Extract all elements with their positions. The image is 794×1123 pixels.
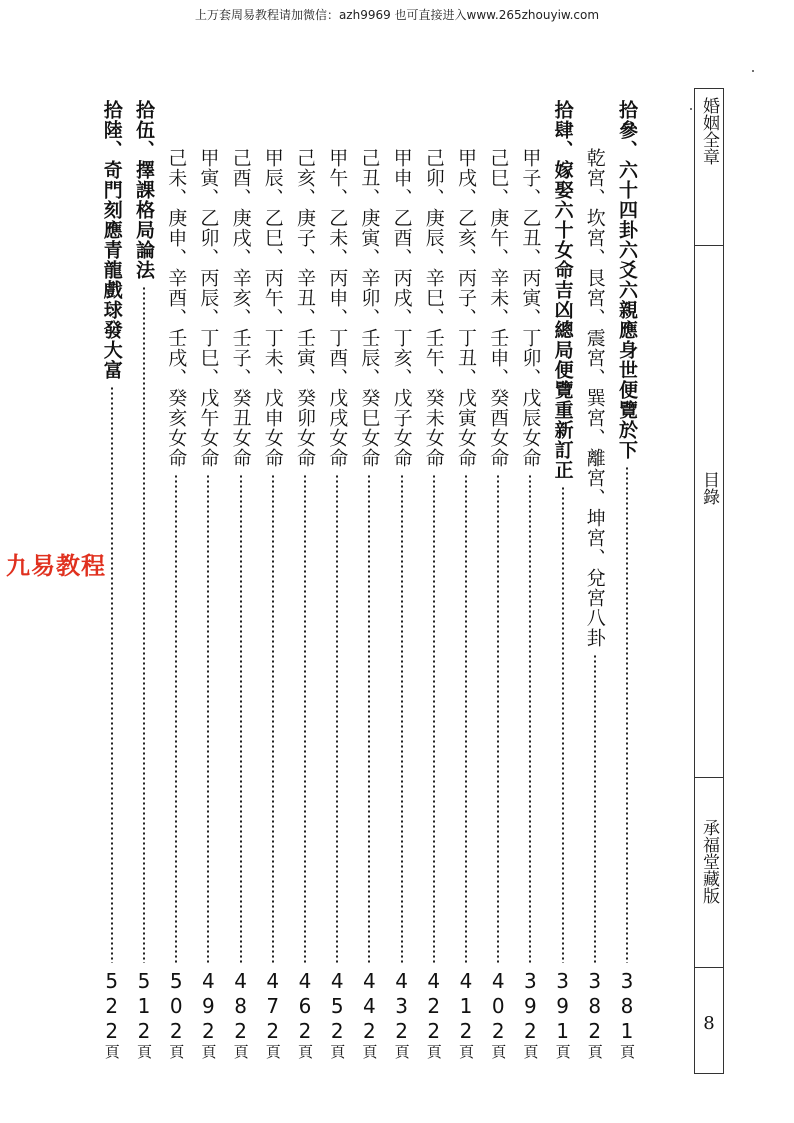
watermark-logo: 九易教程 bbox=[6, 552, 106, 580]
toc-entry-page bbox=[483, 969, 513, 1060]
page-number: 382 bbox=[582, 969, 607, 1044]
toc-entry-title: 己亥、庚子、辛丑、壬寅、癸卯女命 bbox=[294, 148, 316, 468]
page-unit: 頁 bbox=[618, 1044, 636, 1060]
toc-entry-page bbox=[290, 969, 320, 1060]
toc-entry-page bbox=[612, 969, 642, 1060]
page-unit: 頁 bbox=[424, 1044, 443, 1060]
margin-divider bbox=[695, 777, 723, 778]
leader-dots bbox=[111, 386, 113, 963]
page-unit: 頁 bbox=[489, 1044, 508, 1060]
toc-entry-page bbox=[226, 969, 256, 1060]
page-unit: 頁 bbox=[457, 1044, 475, 1060]
leader-dots bbox=[143, 286, 145, 963]
toc-entry-title: 甲辰、乙巳、丙午、丁未、戊申女命 bbox=[261, 148, 284, 468]
leader-dots bbox=[433, 474, 435, 963]
toc-entry-title: 甲申、乙酉、丙戌、丁亥、戊子女命 bbox=[390, 148, 413, 468]
page-unit: 頁 bbox=[360, 1044, 379, 1060]
toc-entry-title: 甲戌、乙亥、丙子、丁丑、戊寅女命 bbox=[455, 148, 477, 468]
toc-entry-page bbox=[97, 969, 127, 1060]
page-unit: 頁 bbox=[585, 1044, 604, 1060]
scan-speck bbox=[752, 70, 754, 72]
toc-entry bbox=[258, 148, 288, 1060]
page-unit: 頁 bbox=[231, 1044, 250, 1060]
leader-dots bbox=[336, 474, 338, 963]
leader-dots bbox=[401, 474, 403, 963]
margin-book-title-seg bbox=[695, 97, 723, 165]
margin-section: 目錄 bbox=[699, 471, 719, 505]
toc-entry-title: 甲子、乙丑、丙寅、丁卯、戊辰女命 bbox=[519, 148, 542, 468]
toc-entry-page bbox=[419, 969, 449, 1060]
page-unit: 頁 bbox=[102, 1044, 121, 1060]
toc-entry-page bbox=[580, 969, 610, 1060]
margin-divider bbox=[695, 967, 723, 968]
page-unit: 頁 bbox=[328, 1044, 347, 1060]
toc-entry bbox=[129, 100, 159, 1060]
margin-box bbox=[694, 88, 724, 1074]
margin-book-title: 婚姻全章 bbox=[699, 97, 719, 165]
toc-entry-page bbox=[451, 969, 481, 1060]
toc-entry bbox=[483, 148, 513, 1060]
page-number: 432 bbox=[389, 969, 414, 1044]
page-number: 391 bbox=[550, 969, 575, 1044]
toc-entry-title: 拾肆、嫁娶六十女命吉凶總局便覽重新訂正 bbox=[551, 100, 574, 480]
page-number: 392 bbox=[518, 969, 543, 1044]
leader-dots bbox=[368, 474, 370, 963]
page-unit: 頁 bbox=[296, 1044, 314, 1060]
leader-dots bbox=[207, 474, 209, 963]
toc-entry-page bbox=[193, 969, 223, 1060]
toc-entry-page bbox=[548, 969, 578, 1060]
toc-entry bbox=[451, 148, 481, 1060]
page-number: 381 bbox=[615, 969, 639, 1044]
margin-divider bbox=[695, 245, 723, 246]
toc-entry bbox=[322, 148, 352, 1060]
toc-entry-title: 甲寅、乙卯、丙辰、丁巳、戊午女命 bbox=[197, 148, 220, 468]
toc-entry bbox=[161, 148, 191, 1060]
page-number: 452 bbox=[325, 969, 350, 1044]
margin-publisher: 承福堂藏版 bbox=[699, 819, 719, 904]
margin-publisher-seg bbox=[695, 819, 723, 904]
margin-page-number: 8 bbox=[703, 1013, 715, 1034]
toc-entry bbox=[612, 100, 642, 1060]
page-unit: 頁 bbox=[199, 1044, 218, 1060]
leader-dots bbox=[175, 474, 177, 963]
page-number: 422 bbox=[421, 969, 446, 1044]
leader-dots bbox=[272, 474, 274, 963]
leader-dots bbox=[594, 654, 596, 963]
page-number: 492 bbox=[196, 969, 221, 1044]
toc-entry bbox=[548, 100, 578, 1060]
toc-entry-title: 己丑、庚寅、辛卯、壬辰、癸巳女命 bbox=[358, 148, 381, 468]
leader-dots bbox=[497, 474, 499, 963]
page-number: 522 bbox=[99, 969, 124, 1044]
page-unit: 頁 bbox=[167, 1044, 186, 1060]
toc-entry-page bbox=[258, 969, 288, 1060]
page-number: 412 bbox=[454, 969, 478, 1044]
toc-entry-page bbox=[322, 969, 352, 1060]
scan-speck bbox=[690, 108, 692, 110]
page-unit: 頁 bbox=[521, 1044, 540, 1060]
toc-entry bbox=[580, 148, 610, 1060]
page-number: 482 bbox=[228, 969, 253, 1044]
page-number: 502 bbox=[164, 969, 189, 1044]
page-number: 402 bbox=[486, 969, 511, 1044]
page-unit: 頁 bbox=[553, 1044, 572, 1060]
toc-entry-title: 拾陸、奇門刻應青龍戲球發大富 bbox=[100, 100, 123, 380]
toc-entry-title: 甲午、乙未、丙申、丁酉、戊戌女命 bbox=[326, 148, 349, 468]
toc-entry-page bbox=[129, 969, 159, 1060]
margin-section-seg bbox=[695, 471, 723, 505]
toc-entry-page bbox=[387, 969, 417, 1060]
page-number: 442 bbox=[357, 969, 382, 1044]
toc-entry bbox=[419, 148, 449, 1060]
leader-dots bbox=[626, 466, 628, 963]
toc-entry bbox=[515, 148, 545, 1060]
toc-entry-title: 拾伍、擇課格局論法 bbox=[133, 100, 155, 280]
leader-dots bbox=[240, 474, 242, 963]
toc-entry bbox=[226, 148, 256, 1060]
page-unit: 頁 bbox=[263, 1044, 282, 1060]
toc-entry-title: 己卯、庚辰、辛巳、壬午、癸未女命 bbox=[422, 148, 445, 468]
toc-entry-title: 拾參、六十四卦六爻六親應身世便覽於下 bbox=[616, 100, 638, 460]
page-unit: 頁 bbox=[392, 1044, 411, 1060]
toc-entry-title: 己酉、庚戌、辛亥、壬子、癸丑女命 bbox=[229, 148, 252, 468]
leader-dots bbox=[529, 474, 531, 963]
header-banner: 上万套周易教程请加微信：azh9969 也可直接进入www.265zhouyiw.com bbox=[194, 8, 600, 22]
page-unit: 頁 bbox=[135, 1044, 153, 1060]
page-number: 512 bbox=[132, 969, 156, 1044]
toc-entry-title: 己巳、庚午、辛未、壬申、癸酉女命 bbox=[487, 148, 510, 468]
toc-entry bbox=[387, 148, 417, 1060]
leader-dots bbox=[562, 486, 564, 963]
margin-page-seg bbox=[695, 1013, 723, 1034]
leader-dots bbox=[465, 474, 467, 963]
leader-dots bbox=[304, 474, 306, 963]
toc-entry-page bbox=[354, 969, 384, 1060]
toc-entry bbox=[193, 148, 223, 1060]
toc-entry bbox=[290, 148, 320, 1060]
page-number: 462 bbox=[293, 969, 317, 1044]
toc-entry-page bbox=[161, 969, 191, 1060]
toc-entry-title: 乾宮、坎宮、艮宮、震宮、巽宮、離宮、坤宮、兌宮八卦 bbox=[583, 148, 606, 648]
page-number: 472 bbox=[260, 969, 285, 1044]
toc-entry-page bbox=[515, 969, 545, 1060]
toc-entry-title: 己未、庚申、辛酉、壬戌、癸亥女命 bbox=[165, 148, 188, 468]
toc-entry bbox=[354, 148, 384, 1060]
